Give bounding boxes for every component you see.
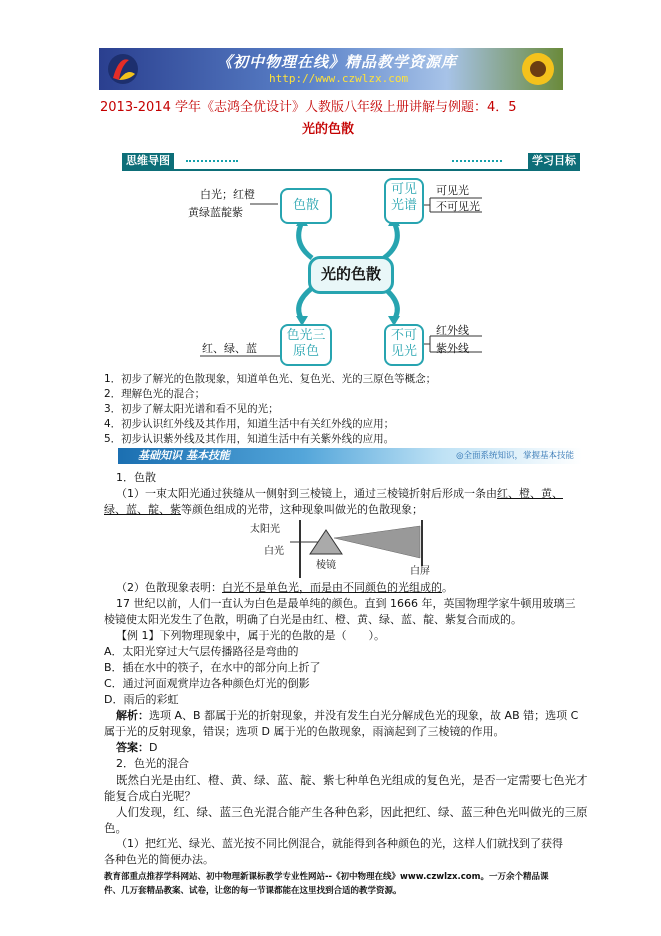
header-banner xyxy=(99,48,563,90)
paragraph: 棱镜使太阳光发生了色散，明确了白光是由红、橙、黄、绿、蓝、靛、紫复合而成的。 xyxy=(104,613,522,626)
logo-icon xyxy=(105,52,141,86)
dispersion-label-1: 白光；红橙 xyxy=(200,188,255,201)
node-invisible-light: 不可见光 xyxy=(384,324,424,366)
paragraph: 人们发现，红、绿、蓝三色光混合能产生各种色彩，因此把红、绿、蓝三种色光叫做光的三原 xyxy=(116,805,588,819)
figure-label-white-light: 白光 xyxy=(264,546,284,557)
paragraph: 各种色光的简便办法。 xyxy=(104,853,214,866)
sunflower-icon xyxy=(519,50,557,88)
footer-line: 件、几万套精品教案、试卷，让您的每一节课都能在这里找到合适的教学资源。 xyxy=(104,886,402,896)
figure-label-screen: 白屏 xyxy=(410,566,430,577)
objective-item: 3．初步了解太阳光谱和看不见的光； xyxy=(104,403,279,415)
objective-item: 1．初步了解光的色散现象，知道单色光、复色光、光的三原色等概念； xyxy=(104,373,437,385)
paragraph: （2）色散现象表明：白光不是单色光，而是由不同颜色的光组成的。 xyxy=(116,581,453,594)
paragraph: 既然白光是由红、橙、黄、绿、蓝、靛、紫七种单色光组成的复色光，是否一定需要七色光才 xyxy=(116,773,588,787)
infrared-label: 红外线 xyxy=(436,324,469,337)
paragraph: 绿、蓝、靛、紫等颜色组成的光带，这种现象叫做光的色散现象； xyxy=(104,503,423,516)
option-b: B．插在水中的筷子，在水中的部分向上折了 xyxy=(104,661,321,674)
dispersion-label-2: 黄绿蓝靛紫 xyxy=(188,206,243,219)
mind-map xyxy=(122,148,580,370)
objective-item: 2．理解色光的混合； xyxy=(104,388,206,400)
analysis-continued: 属于光的反射现象，错误；选项 D 属于光的色散现象，雨滴起到了三棱镜的作用。 xyxy=(104,725,505,738)
objective-item: 5．初步认识紫外线及其作用，知道生活中有关紫外线的应用。 xyxy=(104,433,395,445)
heading-dispersion: 1．色散 xyxy=(116,471,156,484)
section-title: 基础知识 基本技能 xyxy=(138,449,230,462)
node-dispersion: 色散 xyxy=(280,188,332,224)
node-three-primaries: 色光三原色 xyxy=(280,324,332,366)
answer: 答案：D xyxy=(116,741,158,754)
paragraph: 能复合成白光呢？ xyxy=(104,789,196,803)
option-d: D．雨后的彩虹 xyxy=(104,693,179,706)
figure-label-prism: 棱镜 xyxy=(316,560,336,571)
heading-color-mixing: 2．色光的混合 xyxy=(116,757,189,770)
objective-item: 4．初步认识红外线及其作用，知道生活中有关红外线的应用； xyxy=(104,418,395,430)
prism-figure xyxy=(250,518,440,580)
document-title: 2013-2014 学年《志鸿全优设计》人教版八年级上册讲解与例题：4．5 xyxy=(100,100,517,115)
ultraviolet-label: 紫外线 xyxy=(436,342,469,355)
paragraph: （1）一束太阳光通过狭缝从一侧射到三棱镜上，通过三棱镜折射后形成一条由红、橙、黄、 xyxy=(116,487,563,500)
header-dots xyxy=(452,160,502,164)
paragraph: （1）把红光、绿光、蓝光按不同比例混合，就能得到各种颜色的光，这样人们就找到了获得 xyxy=(116,837,563,850)
footer-line: 教育部重点推荐学科网站、初中物理新课标教学专业性网站--《初中物理在线》www.czwlzx.com。一万余个精品课 xyxy=(104,872,549,882)
section-slogan: ◎全面系统知识，掌握基本技能 xyxy=(456,451,574,461)
option-c: C．通过河面观赏岸边各种颜色灯光的倒影 xyxy=(104,677,310,690)
paragraph: 色。 xyxy=(104,821,127,835)
banner-title: 《初中物理在线》精品教学资源库 xyxy=(217,53,458,71)
analysis: 解析：选项 A、B 都属于光的折射现象，并没有发生白光分解成色光的现象，故 AB 错；选项 C xyxy=(116,709,579,722)
invisible-label: 不可见光 xyxy=(436,200,480,213)
figure-label-sunlight: 太阳光 xyxy=(250,524,280,535)
objectives-header: 学习目标 xyxy=(528,153,580,169)
node-visible-spectrum: 可见光谱 xyxy=(384,178,424,224)
header-dots xyxy=(186,160,238,164)
document-subtitle: 光的色散 xyxy=(302,122,355,137)
example-question: 【例 1】下列物理现象中，属于光的色散的是（ ）。 xyxy=(116,629,385,642)
mindmap-header: 思维导图 xyxy=(122,153,174,169)
section-bar xyxy=(118,448,582,464)
banner-url[interactable]: http://www.czwlzx.com xyxy=(269,72,409,85)
option-a: A．太阳光穿过大气层传播路径是弯曲的 xyxy=(104,645,299,658)
visible-label: 可见光 xyxy=(436,184,469,197)
paragraph: 17 世纪以前，人们一直认为白色是最单纯的颜色。直到 1666 年，英国物理学家牛顿用玻璃三 xyxy=(116,597,576,610)
node-center: 光的色散 xyxy=(308,256,394,294)
primaries-label: 红、绿、蓝 xyxy=(202,342,257,355)
